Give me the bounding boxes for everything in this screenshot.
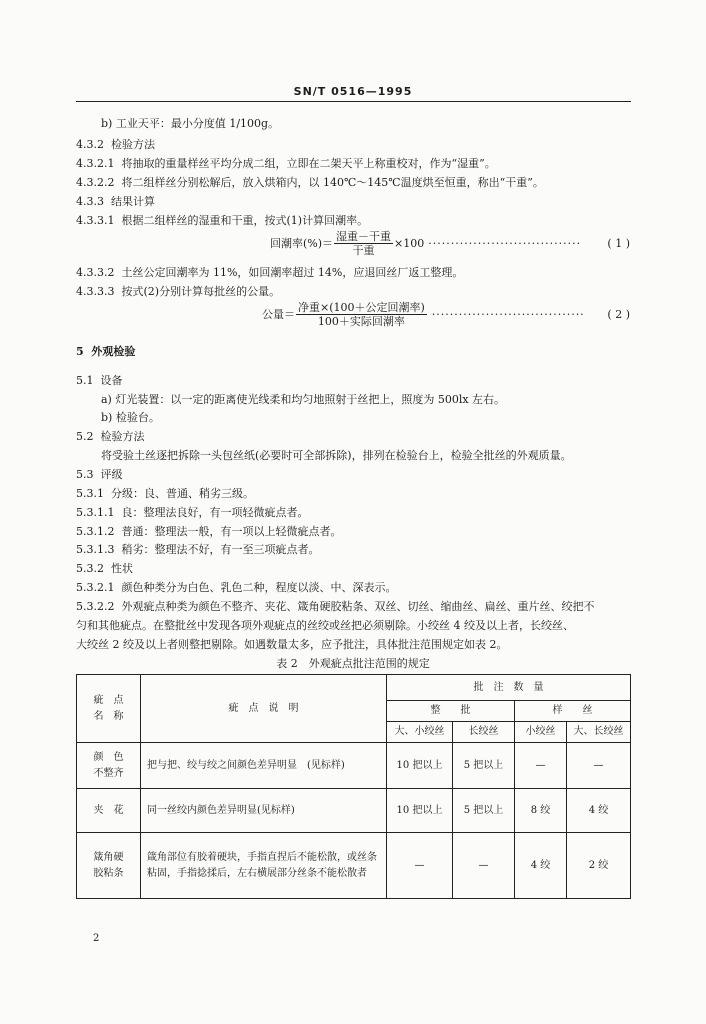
formula-2: 公量＝ $\frac{\text{净重×(100＋公定回潮率)}}{\text{100＋实际回潮率}}$ ·································· ( 2 ) (262, 301, 630, 328)
formula-1-number: ( 1 ) (607, 236, 630, 250)
formula-2-fraction: $\frac{\text{净重×(100＋公定回潮率)}}{\text{100＋实际回潮率}}$ (298, 301, 425, 328)
value-cell: — (387, 833, 453, 899)
value-cell: 4 绞 (567, 789, 631, 833)
table-caption: 表 2 外观疵点批注范围的规定 (276, 657, 430, 670)
page-number: 2 (93, 933, 100, 944)
clause: 5.3.1.1 良：整理法良好，有一项轻微疵点者。 (76, 506, 309, 519)
value-cell: 5 把以上 (453, 743, 515, 789)
header-rule (76, 101, 631, 102)
header-defect-name: 疵 点 名 称 (77, 675, 141, 743)
clause: 5.3.1 分级：良、普通、稍劣三级。 (76, 487, 254, 500)
header-col: 长绞丝 (453, 722, 515, 743)
table-row (77, 789, 631, 833)
clause: 5.3.2.1 颜色种类分为白色、乳色二种，程度以淡、中、深表示。 (76, 581, 397, 594)
section-heading: 5.3 评级 (76, 468, 123, 481)
text-line: b) 检验台。 (101, 411, 160, 424)
clause-continuation: 匀和其他疵点。在整批丝中发现各项外观疵点的丝绞或丝把必须剔除。小绞丝 4 绞及以上者，长绞丝、 (76, 619, 574, 632)
text-line: b) 工业天平：最小分度值 1/100g。 (101, 117, 280, 130)
value-cell: 5 把以上 (453, 789, 515, 833)
section-heading: 4.3.2 检验方法 (76, 138, 155, 151)
clause: 4.3.3.3 按式(2)分别计算每批丝的公量。 (76, 285, 281, 298)
formula-1: 回潮率(%)＝ $\frac{\text{湿重－干重}}{\text{干重}}$ ×100 ·································· ( 1 ) (270, 230, 630, 257)
defect-name: 夹 花 (77, 789, 141, 833)
section-heading: 5.3.2 性状 (76, 562, 133, 575)
defect-table (76, 674, 631, 899)
defect-description: 箴角部位有胶着硬块，手指直捏后不能松散，或丝条粘固，手指捻揉后，左右横展部分丝条不能松散者 (141, 833, 387, 899)
header-sample: 样 丝 (515, 701, 631, 722)
header-count: 批 注 数 量 (387, 675, 631, 701)
text-line: 将受验土丝逐把拆除一头包丝纸(必要时可全部拆除)，排列在检验台上，检验全批丝的外观质量。 (101, 449, 572, 462)
value-cell: 8 绞 (515, 789, 567, 833)
value-cell: — (567, 743, 631, 789)
header-col: 大、小绞丝 (387, 722, 453, 743)
value-cell: 10 把以上 (387, 743, 453, 789)
header-col: 大、长绞丝 (567, 722, 631, 743)
table-row (77, 833, 631, 899)
header-whole-batch: 整 批 (387, 701, 515, 722)
section-heading: 5.1 设备 (76, 374, 123, 387)
value-cell: 2 绞 (567, 833, 631, 899)
header-col: 小绞丝 (515, 722, 567, 743)
defect-name: 箴角硬 胶粘条 (77, 833, 141, 899)
clause: 4.3.3.1 根据二组样丝的湿重和干重，按式(1)计算回潮率。 (76, 214, 369, 227)
value-cell: — (515, 743, 567, 789)
clause: 4.3.2.2 将二组样丝分别松解后，放入烘箱内，以 140℃～145℃温度烘至恒重，称出“干重”。 (76, 176, 544, 189)
defect-description: 同一丝绞内颜色差异明显(见标样) (141, 789, 387, 833)
defect-name: 颜 色 不整齐 (77, 743, 141, 789)
value-cell: 4 绞 (515, 833, 567, 899)
formula-1-fraction: $\frac{\text{湿重－干重}}{\text{干重}}$ (336, 230, 392, 257)
text-line: a) 灯光装置：以一定的距离使光线柔和均匀地照射于丝把上，照度为 500lx 左右。 (101, 393, 506, 406)
clause: 5.3.1.3 稍劣：整理法不好，有一至三项疵点者。 (76, 543, 320, 556)
document-code: SN/T 0516—1995 (293, 85, 413, 98)
value-cell: — (453, 833, 515, 899)
defect-description: 把与把、绞与绞之间颜色差异明显 (见标样) (141, 743, 387, 789)
clause: 5.3.1.2 普通：整理法一般，有一项以上轻微疵点者。 (76, 525, 342, 538)
formula-2-number: ( 2 ) (607, 307, 630, 321)
clause-continuation: 大绞丝 2 绞及以上者则整把剔除。如遇数量太多，应予批注，具体批注范围规定如表 2。 (76, 638, 508, 651)
chapter-heading: 5 外观检验 (76, 345, 136, 358)
section-heading: 5.2 检验方法 (76, 430, 145, 443)
clause: 4.3.3.2 土丝公定回潮率为 11%，如回潮率超过 14%，应退回丝厂返工整理。 (76, 266, 464, 279)
section-heading: 4.3.3 结果计算 (76, 195, 155, 208)
value-cell: 10 把以上 (387, 789, 453, 833)
table-row (77, 743, 631, 789)
clause: 4.3.2.1 将抽取的重量样丝平均分成二组，立即在二架天平上称重校对，作为“湿重”。 (76, 157, 496, 170)
header-description: 疵 点 说 明 (141, 675, 387, 743)
clause: 5.3.2.2 外观疵点种类为颜色不整齐、夹花、箴角硬胶粘条、双丝、切丝、缩曲丝、扁丝、重片丝、绞把不 (76, 600, 595, 613)
